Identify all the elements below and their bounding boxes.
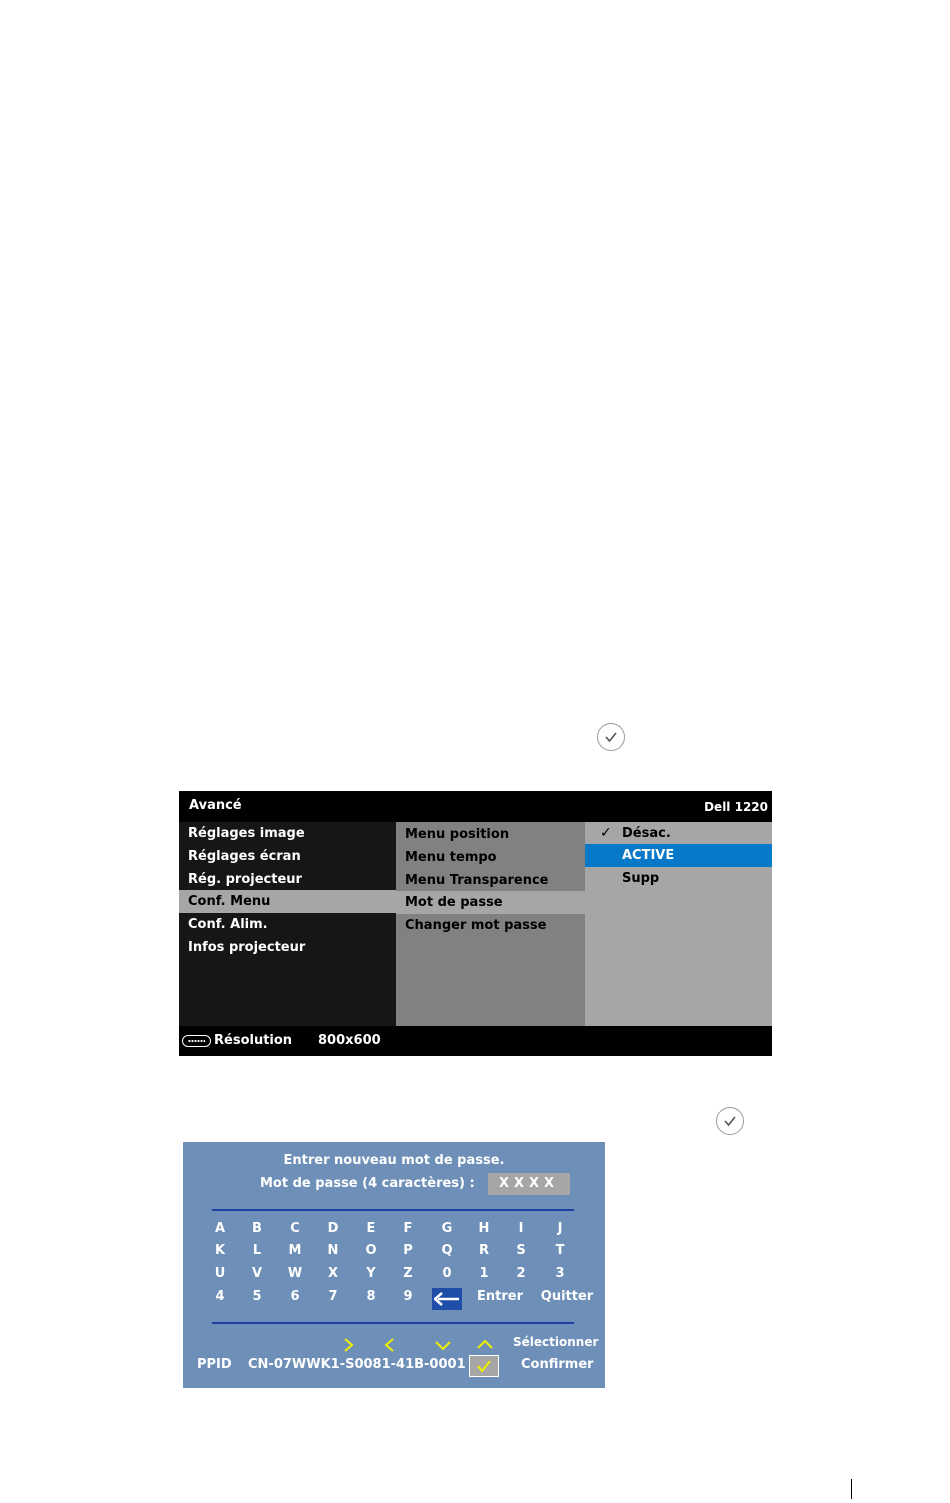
backspace-button[interactable] [432, 1288, 462, 1310]
keyboard-key[interactable]: Y [366, 1266, 376, 1281]
keyboard-key[interactable]: O [365, 1243, 377, 1258]
osd-menu [179, 791, 772, 1056]
keyboard-key[interactable]: 2 [516, 1266, 526, 1281]
keyboard-key[interactable]: 7 [328, 1289, 338, 1304]
keyboard-key[interactable]: 1 [479, 1266, 489, 1281]
keyboard-key[interactable]: X [327, 1266, 339, 1281]
option-off[interactable] [585, 822, 772, 845]
keyboard-key[interactable]: 4 [215, 1289, 225, 1304]
keyboard-key[interactable]: N [327, 1243, 339, 1258]
password-field[interactable]: XXXX [488, 1173, 570, 1195]
keyboard-key[interactable]: D [327, 1221, 339, 1236]
main-menu-item[interactable]: Conf. Alim. [188, 917, 268, 932]
osd-model: Dell 1220 [704, 800, 768, 814]
menu-button-check-icon-2 [716, 1107, 744, 1135]
ppid-label: PPID [197, 1357, 232, 1372]
keyboard-key[interactable]: K [214, 1243, 226, 1258]
option-delete[interactable]: Supp [622, 871, 660, 886]
keyboard-key[interactable]: V [251, 1266, 263, 1281]
vga-icon [182, 1035, 211, 1047]
osd-main-menu [179, 822, 396, 1026]
sub-menu-item[interactable]: Menu Transparence [405, 873, 549, 888]
keyboard-key[interactable]: I [518, 1221, 524, 1236]
password-field-label: Mot de passe (4 caractères) : [260, 1176, 475, 1191]
keyboard-key[interactable]: E [366, 1221, 376, 1236]
osd-title-bar [179, 791, 772, 822]
osd-sub-menu [396, 822, 585, 1026]
osd-options [585, 822, 772, 1026]
sub-menu-item[interactable]: Menu position [405, 827, 510, 842]
keyboard-key[interactable]: R [478, 1243, 489, 1258]
select-label: Sélectionner [513, 1335, 599, 1349]
confirm-button[interactable] [469, 1355, 499, 1377]
divider [212, 1322, 574, 1324]
keyboard-key[interactable]: A [214, 1221, 226, 1236]
ppid-value: CN-07WWK1-S0081-41B-0001 [248, 1357, 466, 1372]
checkmark-icon [476, 1359, 492, 1373]
menu-button-check-icon [597, 723, 625, 751]
keyboard-key[interactable]: G [441, 1221, 453, 1236]
backspace-arrow-icon [434, 1292, 460, 1306]
keyboard-key[interactable]: B [252, 1221, 262, 1236]
down-arrow-icon [434, 1340, 452, 1352]
keyboard-key[interactable]: 5 [252, 1289, 262, 1304]
keyboard-key[interactable]: 3 [555, 1266, 565, 1281]
right-arrow-icon [343, 1337, 355, 1353]
keyboard-key[interactable]: M [288, 1243, 302, 1258]
resolution-value: 800x600 [318, 1033, 381, 1048]
option-label: Désac. [622, 826, 671, 841]
enter-key[interactable]: Entrer [477, 1289, 523, 1304]
sub-menu-item[interactable]: Menu tempo [405, 850, 497, 865]
keyboard-key[interactable]: 0 [442, 1266, 452, 1281]
main-menu-item[interactable]: Rég. projecteur [188, 872, 302, 887]
quit-key[interactable]: Quitter [540, 1289, 594, 1304]
keyboard-key[interactable]: W [287, 1266, 303, 1281]
osd-status-bar [179, 1026, 772, 1056]
password-prompt: Entrer nouveau mot de passe. [283, 1153, 505, 1168]
keyboard-key[interactable]: 6 [290, 1289, 300, 1304]
keyboard-key[interactable]: J [557, 1221, 563, 1236]
keyboard-key[interactable]: H [478, 1221, 490, 1236]
keyboard-key[interactable]: F [403, 1221, 413, 1236]
option-active[interactable]: ACTIVE [585, 844, 772, 867]
divider [212, 1209, 574, 1211]
keyboard-key[interactable]: P [403, 1243, 413, 1258]
keyboard-key[interactable]: U [214, 1266, 226, 1281]
keyboard-key[interactable]: Q [441, 1243, 453, 1258]
confirm-label: Confirmer [521, 1357, 594, 1372]
checkmark-icon: ✓ [600, 825, 612, 841]
sub-menu-item[interactable]: Changer mot passe [405, 918, 547, 933]
keyboard-key[interactable]: T [555, 1243, 565, 1258]
osd-title: Avancé [189, 798, 242, 813]
keyboard-key[interactable]: Z [403, 1266, 413, 1281]
up-arrow-icon [476, 1338, 494, 1350]
left-arrow-icon [383, 1337, 395, 1353]
keyboard-key[interactable]: 9 [403, 1289, 413, 1304]
keyboard-key[interactable]: C [290, 1221, 300, 1236]
sub-menu-item-selected[interactable]: Mot de passe [396, 891, 585, 914]
resolution-label: Résolution [214, 1033, 293, 1048]
main-menu-item-selected[interactable]: Conf. Menu [179, 890, 396, 913]
keyboard-key[interactable]: L [252, 1243, 262, 1258]
main-menu-item[interactable]: Réglages écran [188, 849, 301, 864]
password-dialog [183, 1142, 605, 1388]
keyboard-key[interactable]: 8 [366, 1289, 376, 1304]
main-menu-item[interactable]: Infos projecteur [188, 940, 306, 955]
keyboard-key[interactable]: S [516, 1243, 526, 1258]
page-number-rule [851, 1479, 852, 1499]
main-menu-item[interactable]: Réglages image [188, 826, 305, 841]
